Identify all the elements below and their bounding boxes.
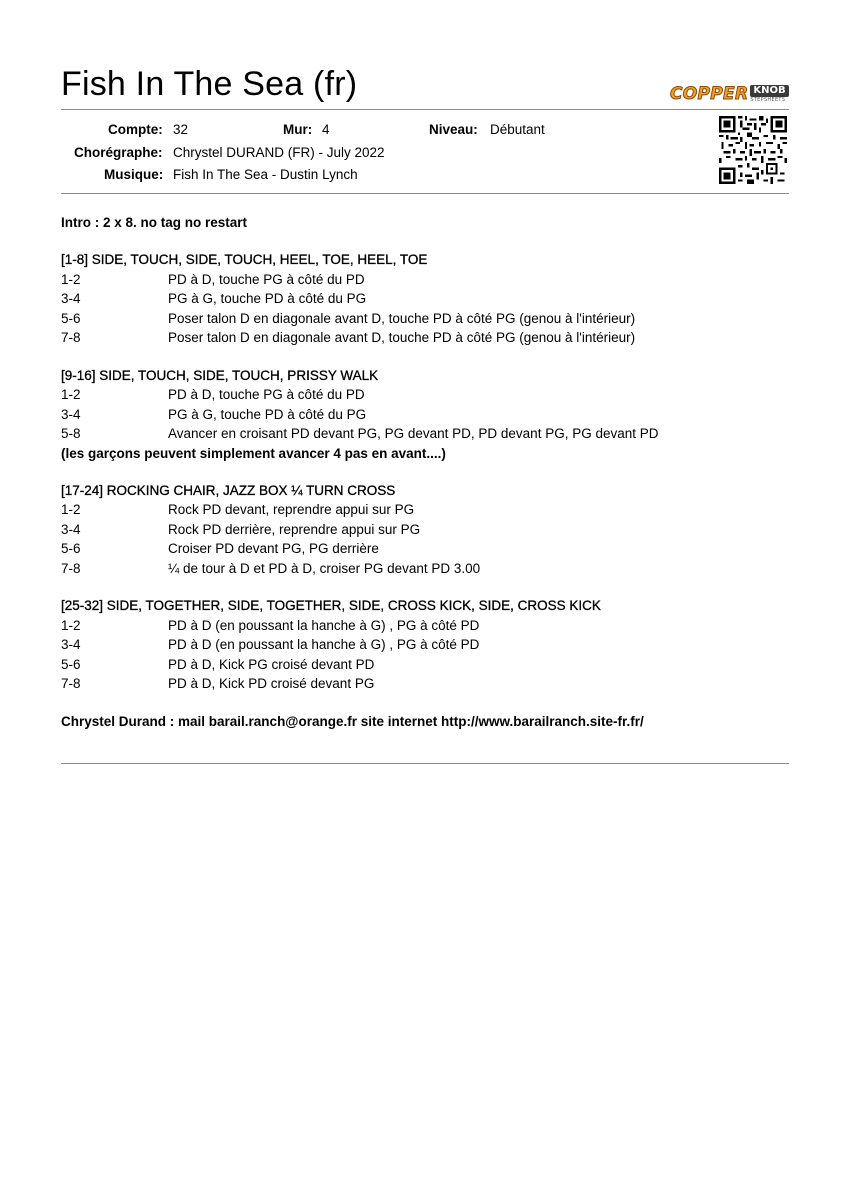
step-row [61,328,801,348]
step-count: 7-8 [61,676,81,691]
step-row [61,539,801,559]
copperknob-logo [670,82,789,106]
step-row [61,616,801,636]
step-description: PD à D (en poussant la hanche à G) , PG à côté PD [168,617,480,633]
step-count: 5-6 [61,310,81,326]
step-count: 1-2 [61,617,81,633]
step-count: 1-2 [61,271,81,287]
step-description: Croiser PD devant PG, PG derrière [168,541,379,556]
section-1-8 [61,250,801,348]
step-count: 3-4 [61,291,81,306]
step-count: 5-8 [61,426,81,441]
step-description: ¼ de tour à D et PD à D, croiser PG devant PD 3.00 [168,560,481,576]
step-row [61,309,801,329]
section-25-32 [61,596,801,694]
choregraphe-value: Chrystel DURAND (FR) - July 2022 [173,145,385,160]
step-count: 5-6 [61,541,81,556]
step-description: PD à D (en poussant la hanche à G) , PG à côté PD [168,637,480,652]
contact-line: Chrystel Durand : mail barail.ranch@orange.fr site internet http://www.barailranch.site-fr.fr/ [61,713,644,729]
step-count: 3-4 [61,637,81,652]
intro-text: Intro : 2 x 8. no tag no restart [61,215,248,230]
choregraphe-label: Chorégraphe: [74,145,163,160]
section-note: (les garçons peuvent simplement avancer 4 pas en avant....) [61,445,446,461]
step-description: Rock PD devant, reprendre appui sur PG [168,502,415,517]
step-row [61,289,801,309]
header-divider [61,109,789,110]
mur-label: Mur: [283,122,313,137]
step-count: 3-4 [61,406,81,422]
logo-copper-text: COPPER [670,84,749,104]
step-row [61,520,801,540]
musique-field [104,166,163,184]
step-row [61,635,801,655]
section-17-24 [61,481,801,579]
step-row [61,385,801,405]
meta-divider [61,193,789,194]
mur-field [283,121,312,139]
footer-divider [61,763,789,764]
step-row [61,405,801,425]
logo-knob-text: KNOB [750,85,788,97]
step-count: 1-2 [61,387,81,402]
section-title: [17-24] ROCKING CHAIR, JAZZ BOX ¼ TURN CROSS [61,482,396,498]
step-count: 1-2 [61,502,81,517]
musique-value: Fish In The Sea - Dustin Lynch [173,167,358,182]
mur-value: 4 [322,122,330,137]
musique-label: Musique: [104,167,164,182]
qr-code-icon [719,116,787,184]
step-row [61,655,801,675]
step-description: Avancer en croisant PD devant PG, PG devant PD, PD devant PG, PG devant PD [168,426,659,441]
step-description: PG à G, touche PD à côté du PG [168,291,367,306]
section-title: [9-16] SIDE, TOUCH, SIDE, TOUCH, PRISSY WALK [61,367,379,383]
step-row [61,559,801,579]
step-row [61,500,801,520]
step-description: Poser talon D en diagonale avant D, touche PD à côté PG (genou à l'intérieur) [168,310,636,326]
logo-knob-block [750,85,788,103]
section-9-16 [61,366,801,463]
niveau-field [429,121,478,139]
step-description: PD à D, touche PG à côté du PD [168,271,365,287]
step-description: PG à G, touche PD à côté du PG [168,406,367,422]
step-description: PD à D, touche PG à côté du PD [168,387,365,402]
step-description: PD à D, Kick PG croisé devant PD [168,656,375,672]
step-count: 5-6 [61,656,81,672]
step-row [61,674,801,694]
compte-field [108,121,163,139]
compte-label: Compte: [108,122,163,137]
step-count: 3-4 [61,521,81,537]
stepsheet-body [61,213,801,731]
section-title: [1-8] SIDE, TOUCH, SIDE, TOUCH, HEEL, TOE, HEEL, TOE [61,252,428,267]
step-count: 7-8 [61,330,81,345]
step-description: PD à D, Kick PD croisé devant PG [168,676,375,691]
section-title: [25-32] SIDE, TOGETHER, SIDE, TOGETHER, SIDE, CROSS KICK, SIDE, CROSS KICK [61,598,601,613]
niveau-value: Débutant [490,122,545,137]
step-row [61,270,801,290]
step-row [61,424,801,444]
compte-value: 32 [173,122,189,137]
step-count: 7-8 [61,560,81,576]
choregraphe-field [74,144,163,162]
niveau-label: Niveau: [429,122,478,137]
step-description: Rock PD derrière, reprendre appui sur PG [168,521,421,537]
page-title: Fish In The Sea (fr) [61,65,358,103]
logo-tagline: STEPSHEETS [750,97,786,103]
step-description: Poser talon D en diagonale avant D, touche PD à côté PG (genou à l'intérieur) [168,330,636,345]
